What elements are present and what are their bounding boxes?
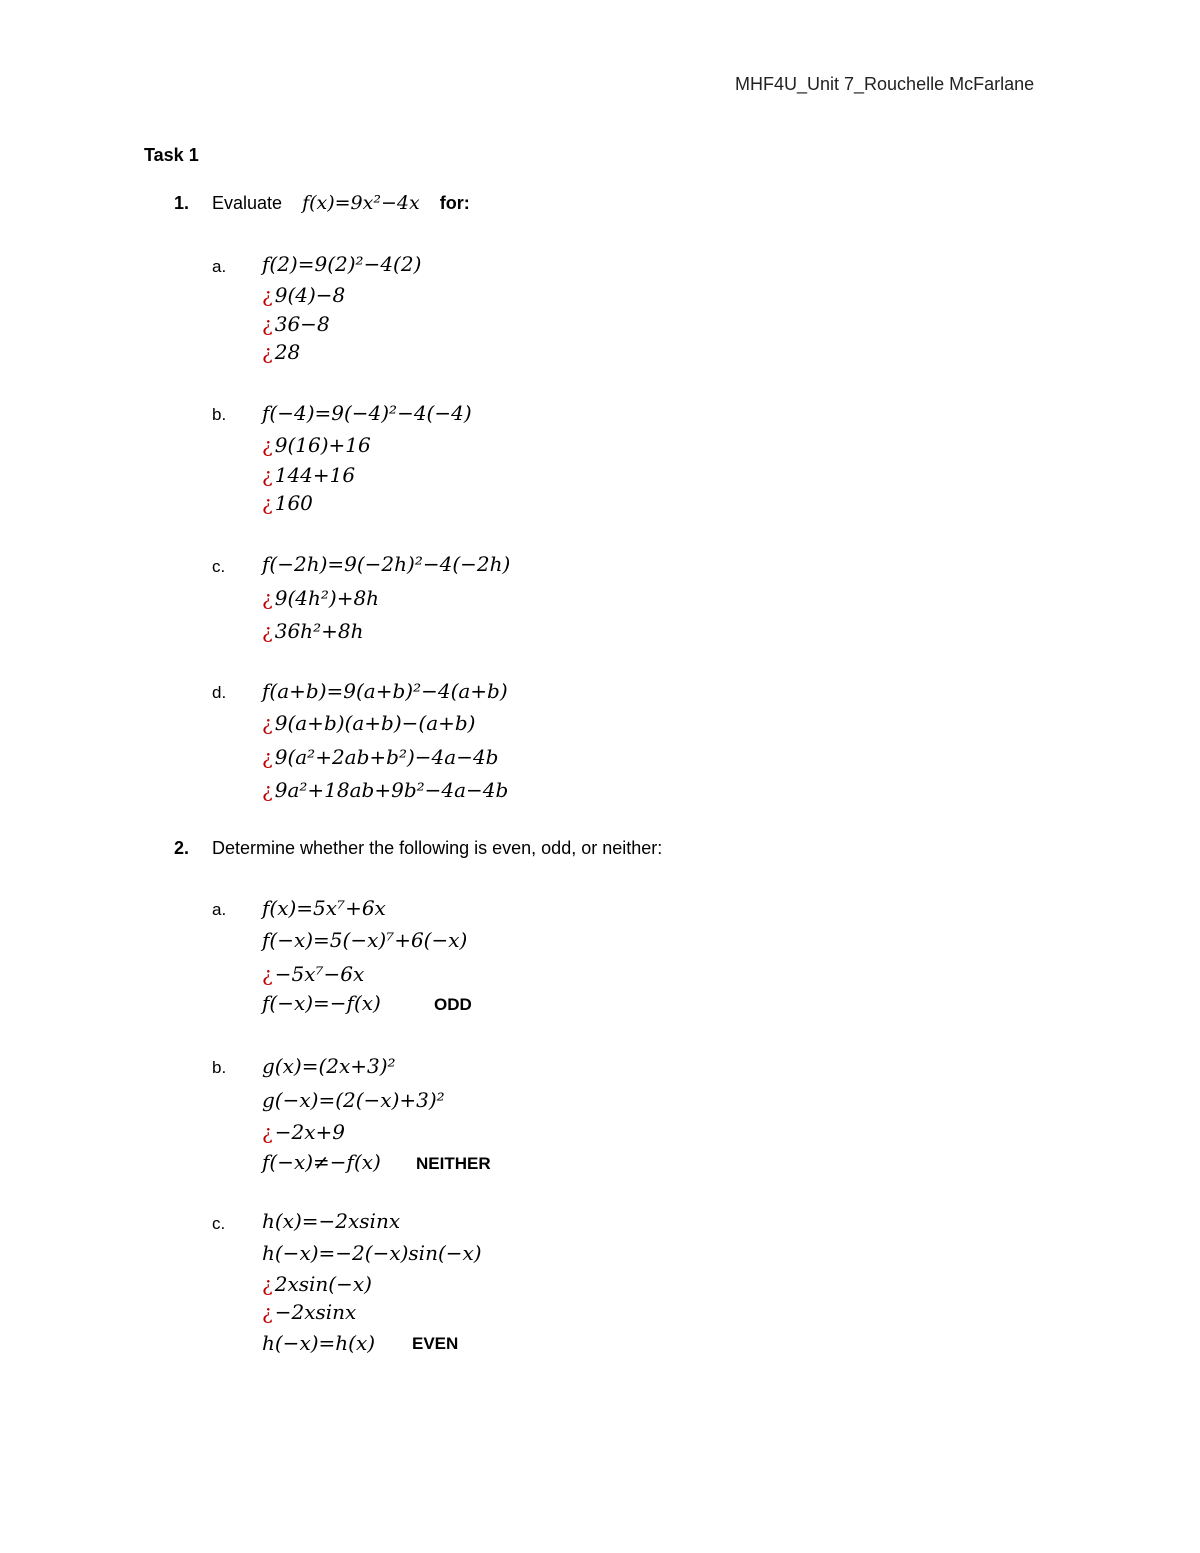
step-marker: ¿ — [262, 778, 273, 802]
step-marker: ¿ — [262, 283, 273, 307]
math-step: ¿ 36−8 — [262, 312, 330, 336]
math-line: g(x)=(2x+3)² — [262, 1054, 396, 1078]
math-step: ¿ 9a²+18ab+9b²−4a−4b — [262, 778, 509, 802]
math-step: ¿ 36h²+8h — [262, 619, 364, 643]
math-step: ¿ 9(a²+2ab+b²)−4a−4b — [262, 745, 499, 769]
step-marker: ¿ — [262, 745, 273, 769]
math-line: f(−4)=9(−4)²−4(−4) — [262, 401, 472, 425]
part-label: d. — [212, 683, 227, 702]
math-step: ¿ 160 — [262, 491, 313, 515]
part-label: b. — [212, 405, 227, 424]
part-label: a. — [212, 900, 227, 919]
verdict-neither: NEITHER — [416, 1154, 491, 1173]
math-step: ¿ 9(a+b)(a+b)−(a+b) — [262, 711, 476, 735]
step-marker: ¿ — [262, 491, 273, 515]
question-text: Evaluate — [212, 193, 283, 213]
math-step: ¿ −2x+9 — [262, 1120, 345, 1144]
math-line: f(−x)=5(−x)⁷+6(−x) — [262, 928, 468, 952]
verdict-odd: ODD — [434, 995, 472, 1014]
math-step: ¿ −5x⁷−6x — [262, 962, 365, 986]
math-step: ¿ −2xsinx — [262, 1300, 357, 1324]
task-title: Task 1 — [144, 145, 199, 165]
step-marker: ¿ — [262, 1120, 273, 1144]
step-marker: ¿ — [262, 962, 273, 986]
step-marker: ¿ — [262, 433, 273, 457]
page-header: MHF4U_Unit 7_Rouchelle McFarlane — [735, 74, 1035, 94]
question-text: Determine whether the following is even, odd, or neither: — [212, 838, 663, 858]
question-1 — [174, 192, 470, 214]
step-marker: ¿ — [262, 1272, 273, 1296]
part-label: b. — [212, 1058, 227, 1077]
question-expression: f(x)=9x²−4x — [302, 192, 420, 214]
question-2 — [174, 838, 662, 859]
math-step: ¿ 2xsin(−x) — [262, 1272, 372, 1296]
math-step: ¿ 28 — [262, 340, 301, 364]
math-line: g(−x)=(2(−x)+3)² — [262, 1088, 445, 1112]
math-line: h(−x)=−2(−x)sin(−x) — [262, 1241, 482, 1265]
part-label: a. — [212, 257, 227, 276]
math-step: ¿ 9(4h²)+8h — [262, 586, 380, 610]
step-marker: ¿ — [262, 586, 273, 610]
math-step: ¿ 9(4)−8 — [262, 283, 346, 307]
verdict-even: EVEN — [412, 1334, 459, 1353]
step-marker: ¿ — [262, 340, 273, 364]
question-number: 1. — [174, 193, 190, 213]
question-for: for: — [439, 193, 470, 213]
step-marker: ¿ — [262, 711, 273, 735]
step-marker: ¿ — [262, 619, 273, 643]
math-line: f(a+b)=9(a+b)²−4(a+b) — [262, 679, 508, 703]
math-line: f(−x)≠−f(x) — [262, 1150, 381, 1174]
math-step: ¿ 144+16 — [262, 463, 356, 487]
math-step: ¿ 9(16)+16 — [262, 433, 371, 457]
math-line: h(x)=−2xsinx — [262, 1209, 401, 1233]
part-label: c. — [212, 1214, 226, 1233]
math-line: f(−2h)=9(−2h)²−4(−2h) — [262, 552, 511, 576]
math-line: f(2)=9(2)²−4(2) — [262, 252, 422, 276]
step-marker: ¿ — [262, 463, 273, 487]
math-line: h(−x)=h(x) — [262, 1331, 376, 1355]
part-label: c. — [212, 557, 226, 576]
step-marker: ¿ — [262, 312, 273, 336]
math-line: f(−x)=−f(x) — [262, 991, 381, 1015]
question-number: 2. — [174, 838, 190, 858]
math-line: f(x)=5x⁷+6x — [262, 896, 386, 920]
step-marker: ¿ — [262, 1300, 273, 1324]
